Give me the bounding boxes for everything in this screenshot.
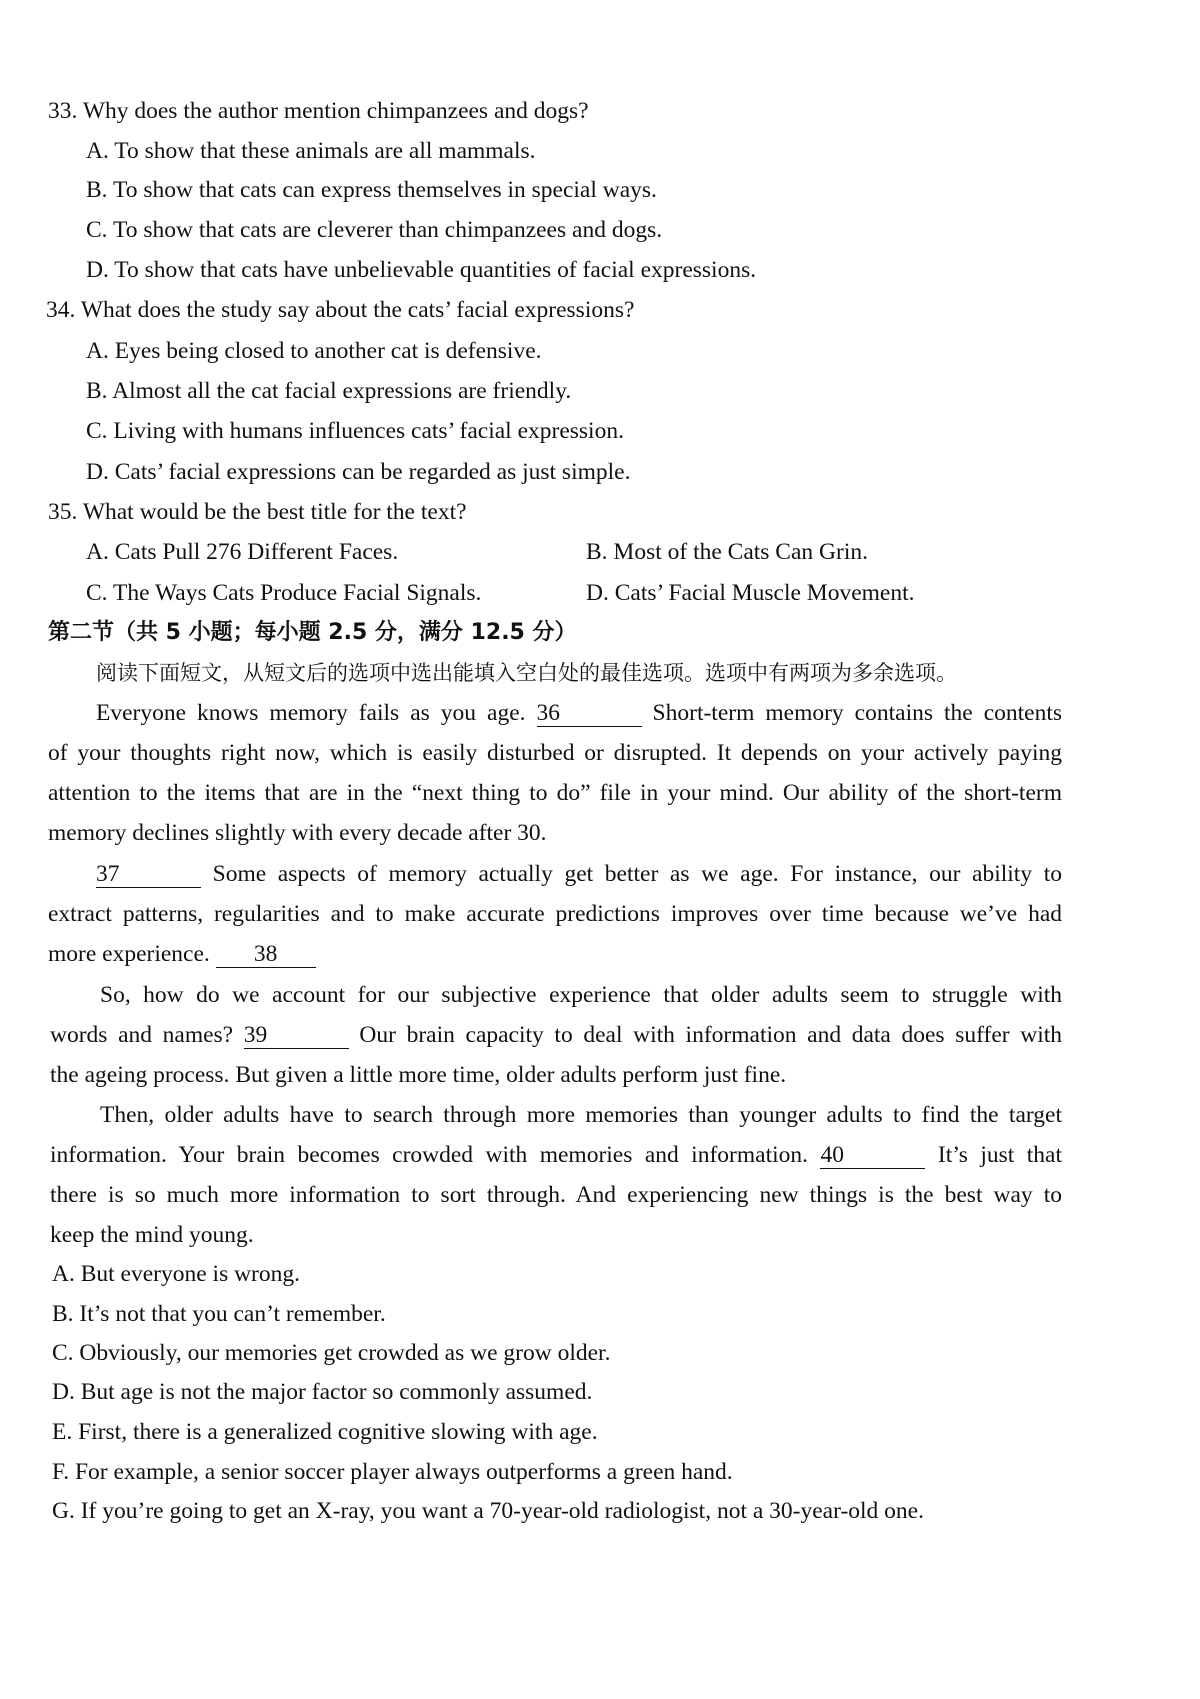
- passage-text: words and names?: [50, 1022, 234, 1048]
- passage-line-14: keep the mind young.: [50, 1222, 254, 1248]
- passage-text: more experience.: [48, 941, 210, 967]
- question-33-option-a: A. To show that these animals are all mammals.: [86, 138, 536, 164]
- question-34-option-c: C. Living with humans influences cats’ facial expression.: [86, 418, 624, 444]
- passage-text: Our brain capacity to deal with information and data does suffer with: [359, 1022, 1063, 1048]
- section-instruction: 阅读下面短文，从短文后的选项中选出能填入空白处的最佳选项。选项中有两项为多余选项。: [96, 661, 957, 685]
- question-35-option-c: C. The Ways Cats Produce Facial Signals.: [86, 580, 482, 606]
- choice-c: C. Obviously, our memories get crowded as we grow older.: [52, 1340, 611, 1366]
- section-heading: 第二节（共 5 小题；每小题 2.5 分，满分 12.5 分）: [48, 620, 577, 645]
- blank-40: 40: [820, 1142, 925, 1169]
- passage-line-3: attention to the items that are in the “next thing to do” file in your mind. Our ability of the short-term: [48, 780, 1062, 806]
- question-35-option-b: B. Most of the Cats Can Grin.: [586, 539, 868, 565]
- question-33-option-c: C. To show that cats are cleverer than chimpanzees and dogs.: [86, 217, 663, 243]
- passage-text: Some aspects of memory actually get better as we age. For instance, our ability to: [212, 861, 1062, 887]
- passage-text: It’s just that: [937, 1142, 1062, 1168]
- question-35-stem: 35. What would be the best title for the text?: [48, 499, 467, 525]
- choice-e: E. First, there is a generalized cognitive slowing with age.: [52, 1419, 598, 1445]
- blank-37: 37: [96, 861, 201, 888]
- choice-g: G. If you’re going to get an X-ray, you want a 70-year-old radiologist, not a 30-year-old one.: [52, 1498, 924, 1524]
- question-33-option-b: B. To show that cats can express themselves in special ways.: [86, 177, 657, 203]
- passage-line-11: Then, older adults have to search through more memories than younger adults to find the target: [100, 1102, 1062, 1128]
- question-34-option-b: B. Almost all the cat facial expressions are friendly.: [86, 378, 572, 404]
- blank-38: 38: [216, 941, 316, 968]
- passage-line-1: [96, 698, 1062, 728]
- passage-line-12: [50, 1140, 1062, 1170]
- passage-line-8: So, how do we account for our subjective experience that older adults seem to struggle with: [100, 982, 1062, 1008]
- choice-a: A. But everyone is wrong.: [52, 1261, 301, 1287]
- question-35-option-d: D. Cats’ Facial Muscle Movement.: [586, 580, 915, 606]
- question-34-option-d: D. Cats’ facial expressions can be regarded as just simple.: [86, 459, 631, 485]
- passage-line-4: memory declines slightly with every decade after 30.: [48, 820, 547, 846]
- question-34-option-a: A. Eyes being closed to another cat is defensive.: [86, 338, 542, 364]
- question-33-option-d: D. To show that cats have unbelievable quantities of facial expressions.: [86, 257, 757, 283]
- choice-b: B. It’s not that you can’t remember.: [52, 1301, 386, 1327]
- passage-text: Short-term memory contains the contents: [652, 700, 1063, 726]
- passage-text: information. Your brain becomes crowded with memories and information.: [50, 1142, 809, 1168]
- choice-d: D. But age is not the major factor so commonly assumed.: [52, 1379, 593, 1405]
- passage-line-9: [50, 1020, 1062, 1050]
- passage-line-7: [48, 939, 316, 969]
- blank-36: 36: [537, 700, 642, 727]
- question-34-stem: 34. What does the study say about the cats’ facial expressions?: [46, 297, 635, 323]
- question-33-stem: 33. Why does the author mention chimpanzees and dogs?: [48, 98, 589, 124]
- passage-line-2: of your thoughts right now, which is easily disturbed or disrupted. It depends on your actively paying: [48, 740, 1062, 766]
- passage-line-13: there is so much more information to sort through. And experiencing new things is the best way to: [50, 1182, 1062, 1208]
- passage-text: Everyone knows memory fails as you age.: [96, 700, 526, 726]
- passage-line-6: extract patterns, regularities and to make accurate predictions improves over time because we’ve had: [48, 901, 1062, 927]
- choice-f: F. For example, a senior soccer player always outperforms a green hand.: [52, 1459, 733, 1485]
- passage-line-10: the ageing process. But given a little more time, older adults perform just fine.: [50, 1062, 787, 1088]
- blank-39: 39: [244, 1022, 349, 1049]
- question-35-option-a: A. Cats Pull 276 Different Faces.: [86, 539, 399, 565]
- passage-line-5: [96, 859, 1062, 889]
